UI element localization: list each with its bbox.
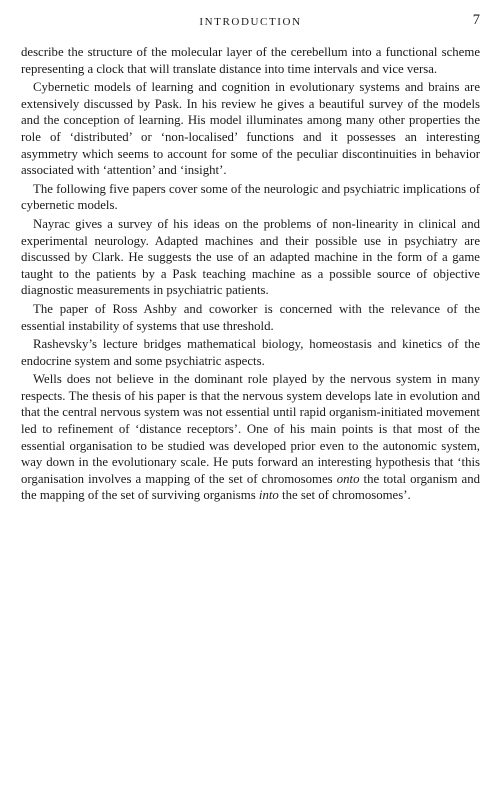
paragraph-rashevsky: Rashevsky’s lecture bridges mathematical biology, homeostasis and kinetics of the endocrine system and some psychiatric aspects. [21, 337, 480, 368]
book-page [21, 0, 480, 504]
paragraph-ross-ashby: The paper of Ross Ashby and coworker is concerned with the relevance of the essential instability of systems that use threshold. [21, 301, 480, 333]
paragraph-pask: Cybernetic models of learning and cognition in evolutionary systems and brains are extensively discussed by Pask. In his review he gives a beautiful survey of the models and the conception of learning. His model illuminates among many other properties the role of ‘distributed’ or ‘non-localised’ functions and it possesses an interesting asymmetry which seems to account for some of the peculiar discontinuities in behavior associated with ‘attention’ and ‘insight’. [21, 80, 480, 178]
paragraph-wells [21, 371, 480, 504]
paragraph-continued: describe the structure of the molecular layer of the cerebellum into a functional scheme representing a clock that will translate distance into time intervals and vice versa. [21, 45, 480, 76]
italic-into: into [258, 488, 279, 503]
paragraph-nayrac-clark: Nayrac gives a survey of his ideas on the problems of non-linearity in clinical and experimental neurology. Adapted machines and their possible use in psychiatry are discussed by Clark. He suggests the use of an adapted machine in the form of a game taught to the patients by a Pask teaching machine as a possible source of objective diagnostic measurements in psychiatric patients. [21, 216, 480, 298]
running-head [21, 0, 480, 44]
body-text [21, 44, 480, 504]
wells-text-part-2: the total organism and the mapping of the set of surviving organisms [21, 471, 481, 503]
page-number: 7 [472, 12, 480, 28]
italic-onto: onto [336, 471, 360, 486]
paragraph-five-papers: The following five papers cover some of the neurologic and psychiatric implications of cybernetic models. [21, 181, 480, 213]
wells-text-part-1: Wells does not believe in the dominant role played by the nervous system in many respects. The thesis of his paper is that the nervous system develops late in evolution and that the central nervous system was not essential until rapid organism-initiated movement led to refinement of ‘distance receptors’. One of his main points is that most of the essential organisation to be studied was developed prior even to the autonomic system, way down in the evolutionary scale. He puts forward an interesting hypothesis that ‘this organisation involves a mapping of the set of chromosomes [21, 372, 480, 486]
wells-text-part-3: the set of chromosomes’. [278, 488, 411, 503]
running-title: INTRODUCTION [199, 16, 302, 28]
